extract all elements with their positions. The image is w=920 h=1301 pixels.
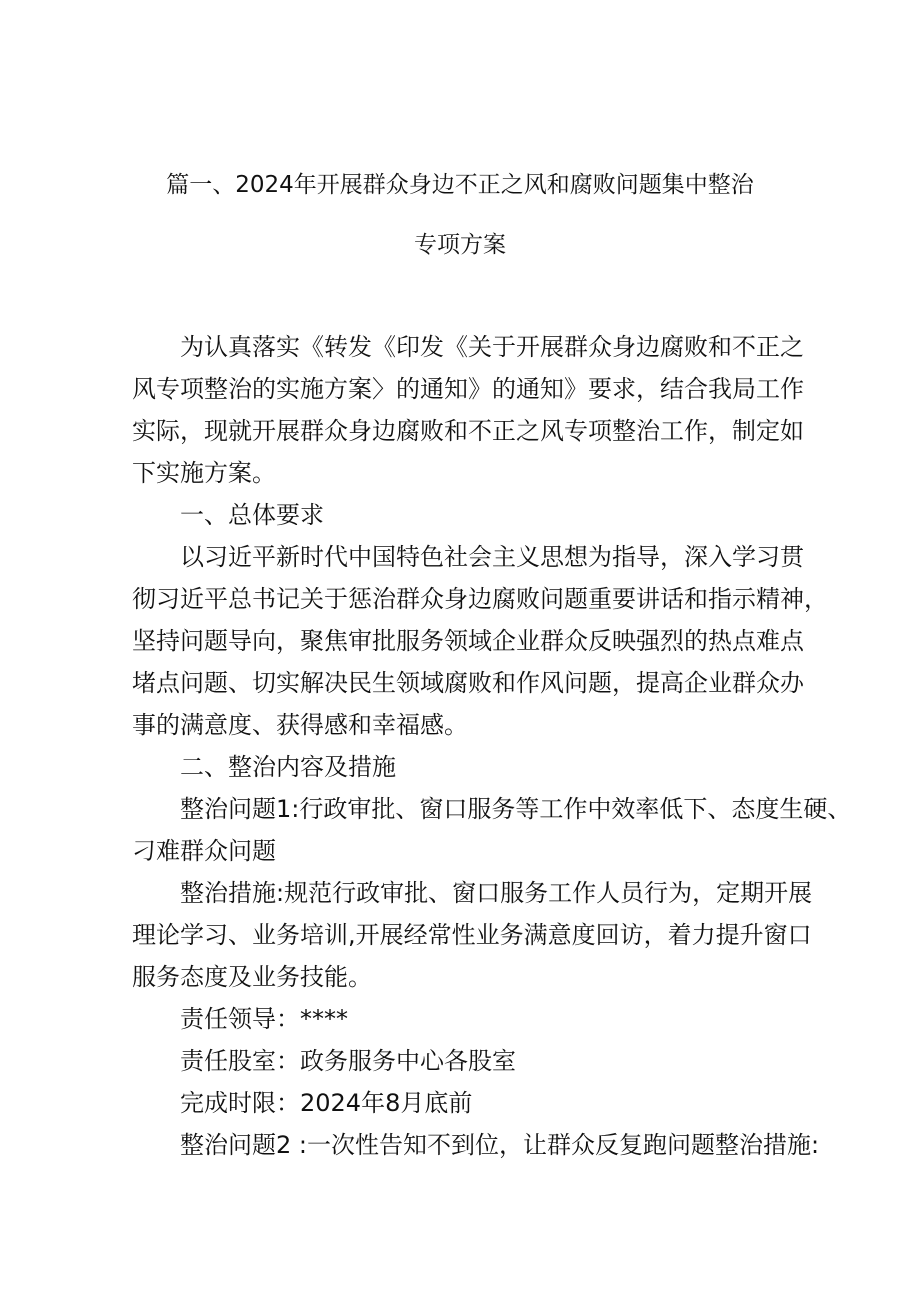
responsible-office: 责任股室：政务服务中心各股室 <box>180 1047 516 1075</box>
paragraph-intro-line-4: 下实施方案。 <box>132 459 276 487</box>
measure-1-line-2: 理论学习、业务培训,开展经常性业务满意度回访，着力提升窗口 <box>132 921 812 949</box>
section-heading-measures: 二、整治内容及措施 <box>180 753 396 781</box>
paragraph-requirements-line-1: 以习近平新时代中国特色社会主义思想为指导，深入学习贯 <box>180 543 804 571</box>
paragraph-requirements-line-4: 堵点问题、切实解决民生领域腐败和作风问题，提高企业群众办 <box>132 669 804 697</box>
paragraph-requirements-line-3: 坚持问题导向，聚焦审批服务领域企业群众反映强烈的热点难点 <box>132 627 804 655</box>
section-heading-overall-requirements: 一、总体要求 <box>180 501 324 529</box>
issue-2-line-1: 整治问题2 :一次性告知不到位，让群众反复跑问题整治措施: <box>180 1131 820 1159</box>
paragraph-requirements-line-2: 彻习近平总书记关于惩治群众身边腐败问题重要讲话和指示精神， <box>132 585 828 613</box>
document-title-line-1: 篇一、2024年开展群众身边不正之风和腐败问题集中整治 <box>166 172 754 198</box>
responsible-leader: 责任领导：**** <box>180 1005 348 1033</box>
deadline: 完成时限：2024年8月底前 <box>180 1089 473 1117</box>
measure-1-line-1: 整治措施:规范行政审批、窗口服务工作人员行为，定期开展 <box>180 879 813 907</box>
issue-1-line-1: 整治问题1:行政审批、窗口服务等工作中效率低下、态度生硬、 <box>180 795 852 823</box>
measure-1-line-3: 服务态度及业务技能。 <box>132 963 372 991</box>
paragraph-intro-line-2: 风专项整治的实施方案〉的通知》的通知》要求，结合我局工作 <box>132 375 804 403</box>
document-body <box>132 326 852 1166</box>
document-title-line-2: 专项方案 <box>414 232 506 258</box>
paragraph-requirements-line-5: 事的满意度、获得感和幸福感。 <box>132 711 468 739</box>
issue-1-line-2: 刁难群众问题 <box>132 837 276 865</box>
paragraph-intro-line-1: 为认真落实《转发《印发《关于开展群众身边腐败和不正之 <box>180 333 804 361</box>
paragraph-intro-line-3: 实际，现就开展群众身边腐败和不正之风专项整治工作，制定如 <box>132 417 804 445</box>
